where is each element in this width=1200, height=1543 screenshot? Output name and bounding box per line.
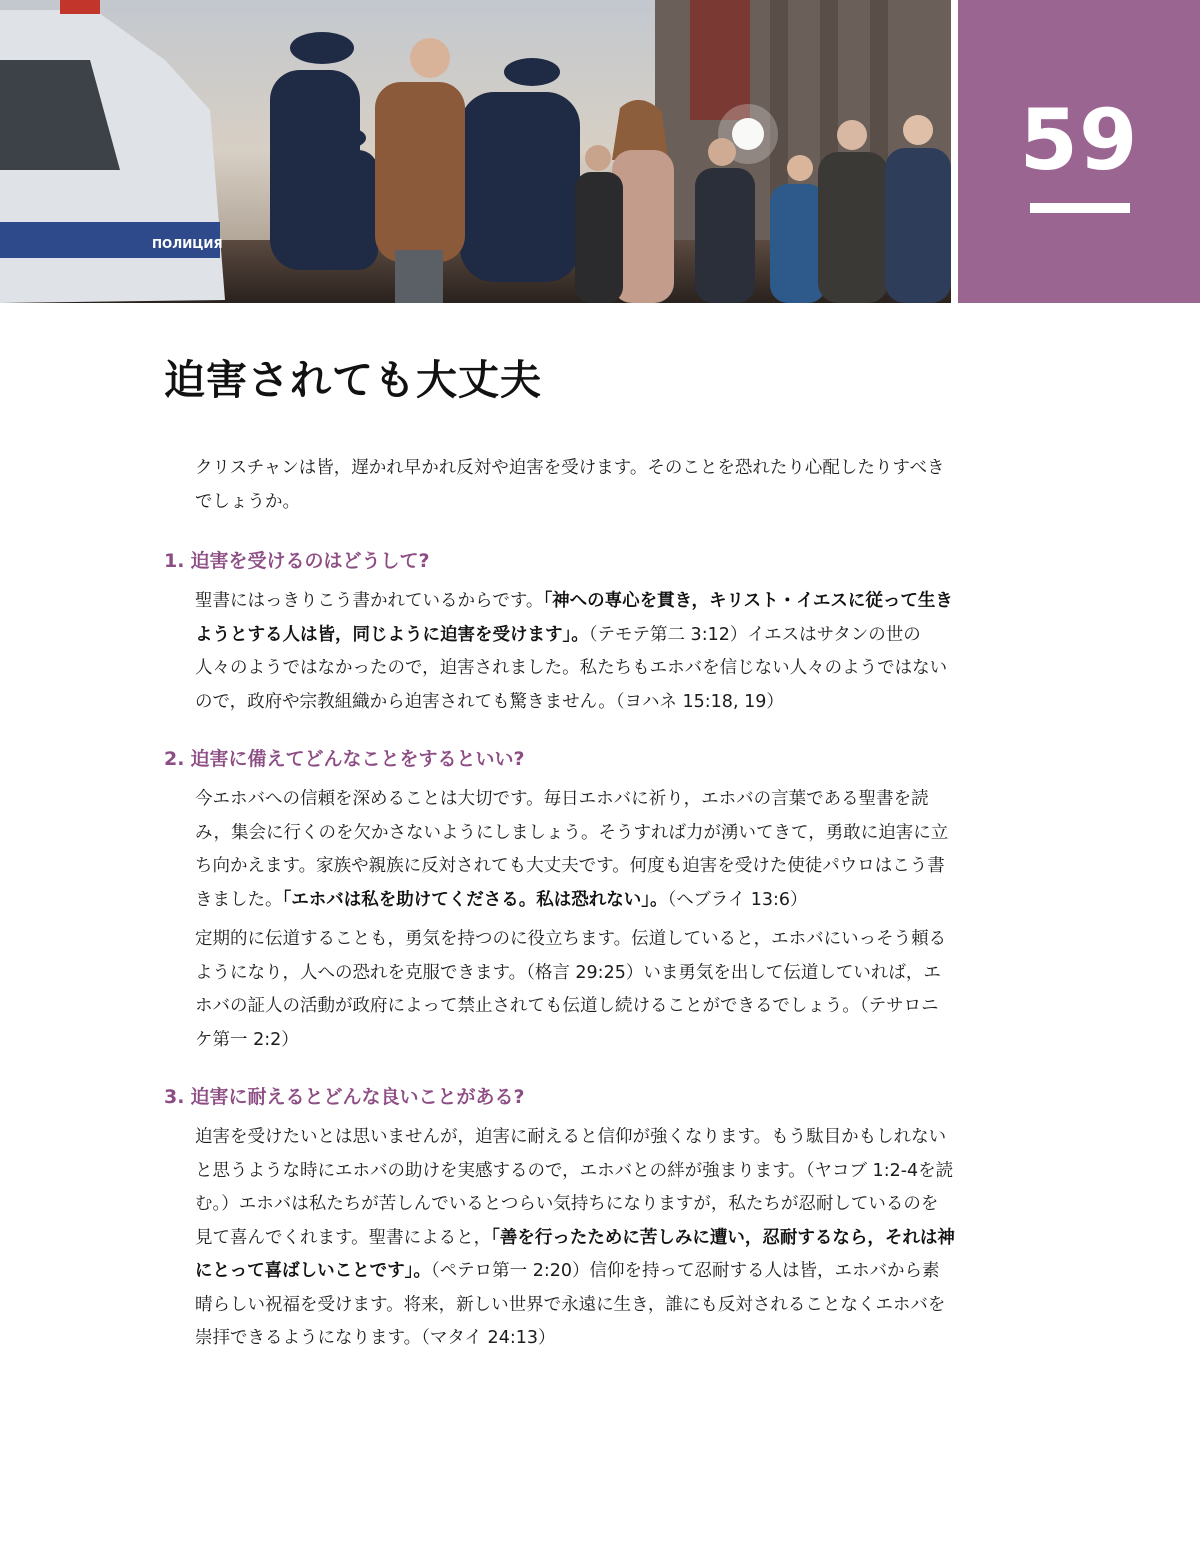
hero-photo (0, 0, 951, 303)
paragraph-text: 迫害を受けたいとは思いませんが，迫害に耐えると信仰が強くなります。もう駄目かもしれないと思うような時にエホバの助けを実感するので，エホバとの絆が強まります。（ヤコブ 1:2-4を読む。）エホバは私たちが苦しんでいるとつらい気持ちになりますが，私たちが忍耐しているのを見て喜んでくれます。聖書によると， (195, 1127, 954, 1248)
lesson-number-underline (1030, 203, 1130, 213)
answer-paragraph (195, 1121, 955, 1356)
question-text: 迫害を受けるのはどうして? (190, 550, 430, 572)
article-body (0, 452, 1200, 1362)
hero-illustration (0, 0, 951, 303)
answer-paragraph (195, 585, 955, 719)
building-sign (690, 0, 750, 120)
question-heading-2 (164, 741, 1200, 777)
paragraph-text: 聖書にはっきりこう書かれているからです。 (195, 591, 544, 611)
question-heading-1 (164, 543, 1200, 579)
scripture-quote: 「エホバは私を助けてくださる。私は恐れない」。 (282, 889, 668, 910)
paragraph-text: （ペテロ第一 2:20）信仰を持って忍耐する人は皆，エホバから素晴らしい祝福を受けます。将来，新しい世界で永遠に生き，誰にも反対されることなくエホバを崇拝できるようになります。（マタイ 24:13） (195, 1261, 946, 1348)
question-heading-3 (164, 1079, 1200, 1115)
question-text: 迫害に耐えるとどんな良いことがある? (190, 1086, 525, 1108)
answer-paragraph (195, 783, 955, 917)
paragraph-text: （テモテ第二 3:12）イエスはサタンの世の人々のようではなかったので，迫害されました。私たちもエホバを信じない人々のようではないので，政府や宗教組織から迫害されても驚きません。（ヨハネ 15:18, 19） (195, 624, 948, 712)
van-text: ПОЛИЦИЯ (152, 237, 223, 251)
question-number: 2. (164, 748, 185, 770)
scripture-quote: 「善を行ったために苦しみに遭い，忍耐するなら，それは神にとって喜ばしいことです」。 (195, 1227, 955, 1281)
question-number: 3. (164, 1086, 185, 1108)
scripture-quote: 「神への専心を貫き，キリスト・イエスに従って生きようとする人は皆，同じように迫害を受けます」。 (195, 591, 953, 645)
question-text: 迫害に備えてどんなことをするといい? (190, 748, 525, 770)
paragraph-text: 定期的に伝道することも，勇気を持つのに役立ちます。伝道していると，エホバにいっそう頼るようになり，人への恐れを克服できます。（格言 29:25）いま勇気を出して伝道していれば，エホバの証人の活動が政府によって禁止されても伝道し続けることができるでしょう。（テサロニケ第一 2:2） (195, 929, 947, 1050)
paragraph-text: （ヘブライ 13:6） (667, 889, 808, 910)
paragraph-text: 今エホバへの信頼を深めることは大切です。毎日エホバに祈り，エホバの言葉である聖書を読み，集会に行くのを欠かさないようにしましょう。そうすれば力が湧いてきて，勇敢に迫害に立ち向かえます。家族や親族に反対されても大丈夫です。何度も迫害を受けた使徒パウロはこう書きました。 (195, 789, 949, 910)
lesson-number: 59 (1019, 91, 1139, 189)
answer-paragraph (195, 923, 955, 1057)
question-number: 1. (164, 550, 185, 572)
intro-paragraph: クリスチャンは皆，遅かれ早かれ反対や迫害を受けます。そのことを恐れたり心配したりすべきでしょうか。 (195, 458, 945, 512)
lesson-number-block (958, 0, 1200, 303)
page-title: 迫害されても大丈夫 (164, 356, 542, 404)
